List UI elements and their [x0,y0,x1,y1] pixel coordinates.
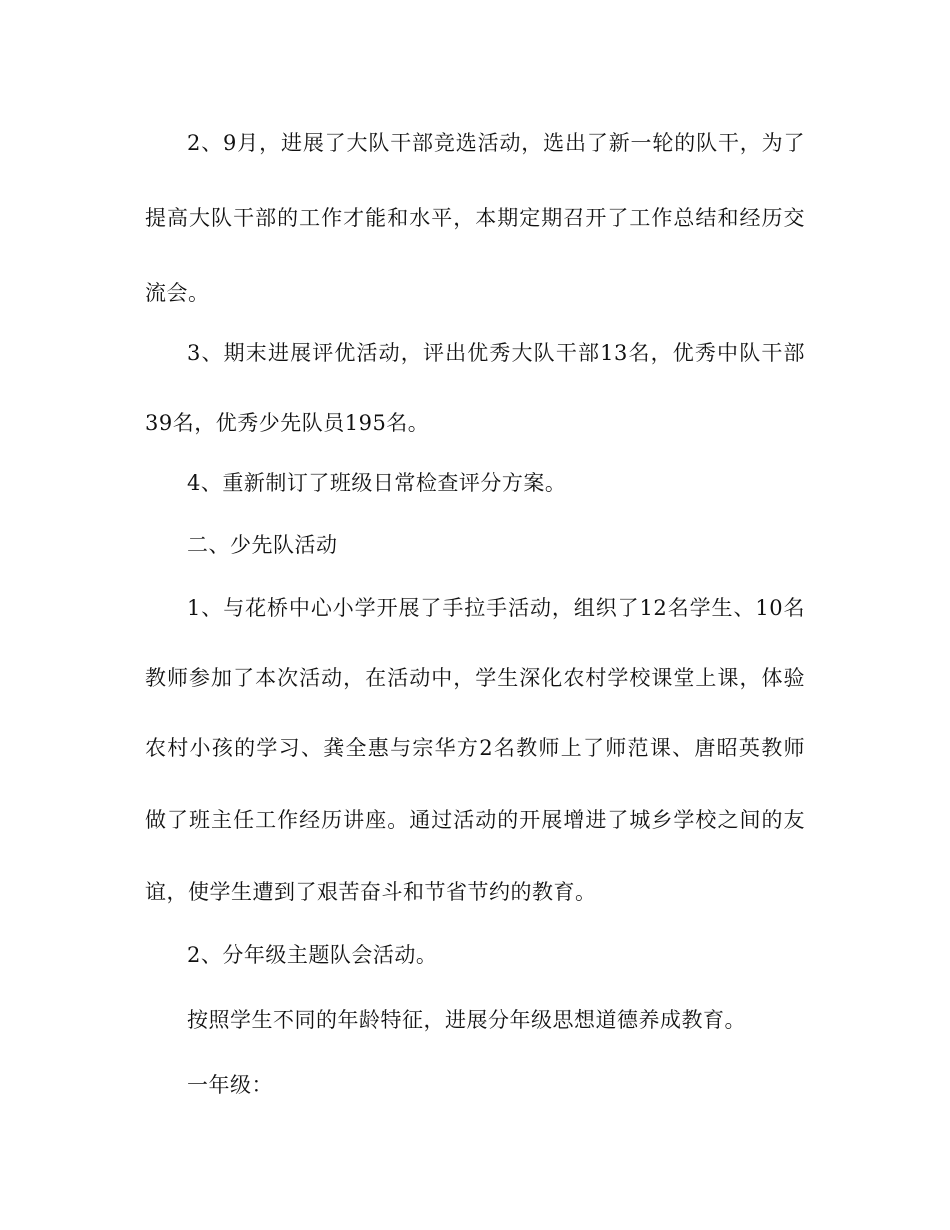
paragraph-line: 谊，使学生遭到了艰苦奋斗和节省节约的教育。 [145,880,597,904]
paragraph-line: 4、重新制订了班级日常检查评分方案。 [187,471,567,495]
paragraph-line: 农村小孩的学习、龚全惠与宗华方2名教师上了师范课、唐昭英教师 [145,736,805,760]
paragraph-line: 1、与花桥中心小学开展了手拉手活动，组织了12名学生、10名 [187,596,805,620]
paragraph-line: 提高大队干部的工作才能和水平，本期定期召开了工作总结和经历交 [145,206,805,230]
paragraph-line: 3、期末进展评优活动，评出优秀大队干部13名，优秀中队干部 [187,341,805,365]
paragraph-line: 39名，优秀少先队员195名。 [145,411,430,435]
paragraph-line: 按照学生不同的年龄特征，进展分年级思想道德养成教育。 [187,1008,746,1032]
paragraph-line: 2、9月，进展了大队干部竞选活动，选出了新一轮的队干，为了 [187,131,805,155]
subheading: 一年级： [187,1073,273,1097]
paragraph-line: 流会。 [145,281,210,305]
paragraph-line: 2、分年级主题队会活动。 [187,943,438,967]
paragraph-line: 做了班主任工作经历讲座。通过活动的开展增进了城乡学校之间的友 [145,808,805,832]
paragraph-line: 教师参加了本次活动，在活动中，学生深化农村学校课堂上课，体验 [145,666,805,690]
section-heading: 二、少先队活动 [187,533,338,557]
